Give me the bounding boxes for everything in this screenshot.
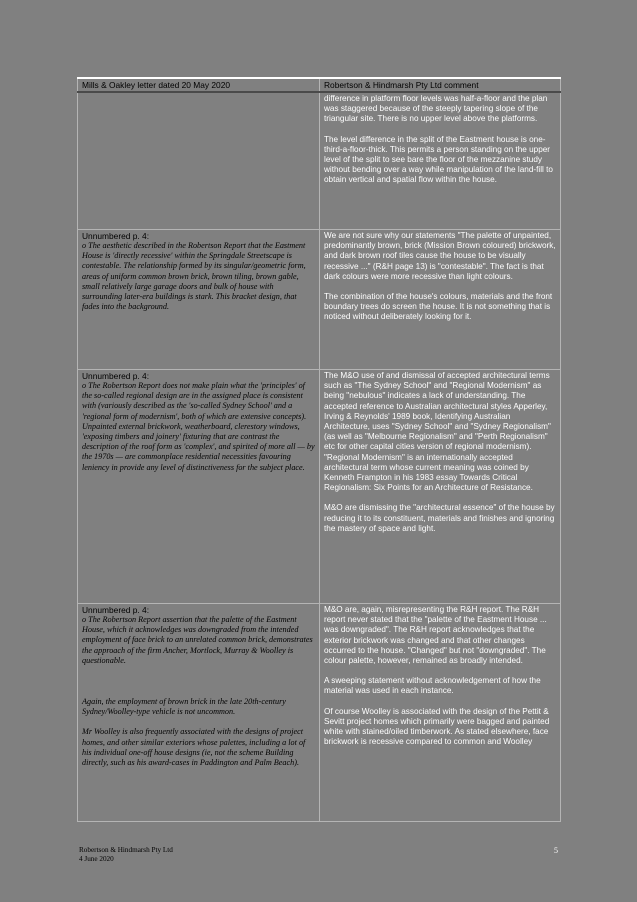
- letter-cell: [78, 92, 320, 230]
- header-right: Robertson & Hindmarsh Pty Ltd comment: [320, 78, 561, 92]
- letter-cell: [78, 604, 320, 822]
- comment-paragraph: M&O are, again, misrepresenting the R&H report. The R&H report never stated that the "palette of the Eastment House ... was downgraded". The R&H report acknowledges that the exterior brickwork was changed and that other changes occurred to the house. "Changed" but not "downgraded". The colour palette, however, remained as broadly intended.: [324, 605, 547, 666]
- comment-paragraph: We are not sure why our statements "The palette of unpainted, predominantly brown, brick (Mission Brown coloured) brickwork, and dark brown roof tiles cause the house to be visually recessive ..." (R&H page 13) is "contestable". The fact is that dark colours were more recessive than light colours.: [324, 231, 556, 281]
- comments-table: [77, 77, 561, 822]
- letter-quote: Mr Woolley is also frequently associated with the designs of project homes, and other similar exteriors whose palettes, including a lot of his individual one-off house designs (ie, not the scheme Building directly, such as his award-cases in Paddington and Palm Beach).: [82, 727, 306, 768]
- letter-cell: [78, 370, 320, 604]
- table-row: [78, 370, 561, 604]
- table-row: [78, 230, 561, 370]
- comment-paragraph: Of course Woolley is associated with the design of the Pettit & Sevitt project homes which primarily were bagged and painted white with stained/oiled timberwork. As stated elsewhere, face brickwork is recessive compared to common and Woolley: [324, 706, 550, 747]
- comment-cell: [320, 230, 561, 370]
- letter-quote: Again, the employment of brown brick in the late 20th-century Sydney/Woolley-type vehicle is not uncommon.: [82, 697, 286, 717]
- header-left: Mills & Oakley letter dated 20 May 2020: [78, 78, 320, 92]
- letter-cell: [78, 230, 320, 370]
- page-footer: [79, 846, 173, 863]
- page-reference: Unnumbered p. 4:: [82, 605, 150, 615]
- footer-date: 4 June 2020: [79, 854, 114, 863]
- letter-quote: o The Robertson Report assertion that the palette of the Eastment House, which it acknowledges was downgraded from the intended employment of face brick to an unrelated common brick, demonstrates the approach of the firm Ancher, Mortlock, Murray & Woolley is questionable.: [82, 615, 313, 665]
- comment-paragraph: The level difference in the split of the Eastment house is one-third-a-floor-thick. This permits a person standing on the upper level of the split to see bare the floor of the mezzanine study without bending over a way while manipulation of the land-fill to obtain vertical and spatial flow within the house.: [324, 134, 553, 185]
- table-header-row: [78, 78, 561, 92]
- comment-paragraph: difference in platform floor levels was half-a-floor and the plan was staggered because of the steeply tapering slope of the triangular site. There is no upper level above the platforms.: [324, 94, 548, 124]
- table-row: [78, 92, 561, 230]
- footer-company: Robertson & Hindmarsh Pty Ltd: [79, 846, 173, 854]
- page-number: 5: [554, 846, 558, 855]
- page-reference: Unnumbered p. 4:: [82, 371, 150, 381]
- comment-paragraph: The combination of the house's colours, materials and the front boundary trees do screen the house. It is not something that is noticed without deliberately looking for it.: [324, 292, 553, 322]
- comment-cell: [320, 92, 561, 230]
- comment-cell: [320, 604, 561, 822]
- comment-paragraph: A sweeping statement without acknowledgement of how the material was used in each instance.: [324, 676, 541, 696]
- comment-paragraph: The M&O use of and dismissal of accepted architectural terms such as "The Sydney School" and "Regional Modernism" as being "nebulous" indicates a lack of understanding. The accepted reference to Australian architectural styles Apperley, Irving & Reynolds' 1989 book, Identifying Australian Architecture, uses "Sydney School" and "Sydney Regionalism" (as well as "Melbourne Regionalism" and "Perth Regionalism" etc for other capital cities version of regional modernism). "Regional Modernism" is an internationally accepted architectural term whose current meaning was coined by Kenneth Frampton in his 1983 essay Towards Critical Regionalism: Six Points for an Architecture of Resistance.: [324, 371, 551, 493]
- letter-quote: o The Robertson Report does not make plain what the 'principles' of the so-called regional design are in the assigned place is consistent with (variously described as the 'so-called Sydney School' and a 'regional form of modernism', both of which are extensive concepts). Unpainted external brickwork, weatherboard, clerestory windows, 'exposing timbers and joinery' fixturing that are contrast the description of the roof form as 'complex', and spirited of more all — by the 1970s — are commonplace residential necessities favouring leniency in provide any level of distinctiveness for the subject place.: [82, 381, 315, 472]
- comment-cell: [320, 370, 561, 604]
- table-row: [78, 604, 561, 822]
- letter-quote: o The aesthetic described in the Robertson Report that the Eastment House is 'directly recessive' within the Springdale Streetscape is contestable. The relationship formed by its singular/geometric form, areas of uniform common brown brick, brown tiling, brown gable, small relatively large garage doors and bulk of house with surrounding later-era buildings is stark. This bracket design, that fades into the background.: [82, 241, 306, 312]
- comment-paragraph: M&O are dismissing the "architectural essence" of the house by reducing it to its constituent, materials and finishes and ignoring the mastery of space and light.: [324, 503, 555, 533]
- page-reference: Unnumbered p. 4:: [82, 231, 150, 241]
